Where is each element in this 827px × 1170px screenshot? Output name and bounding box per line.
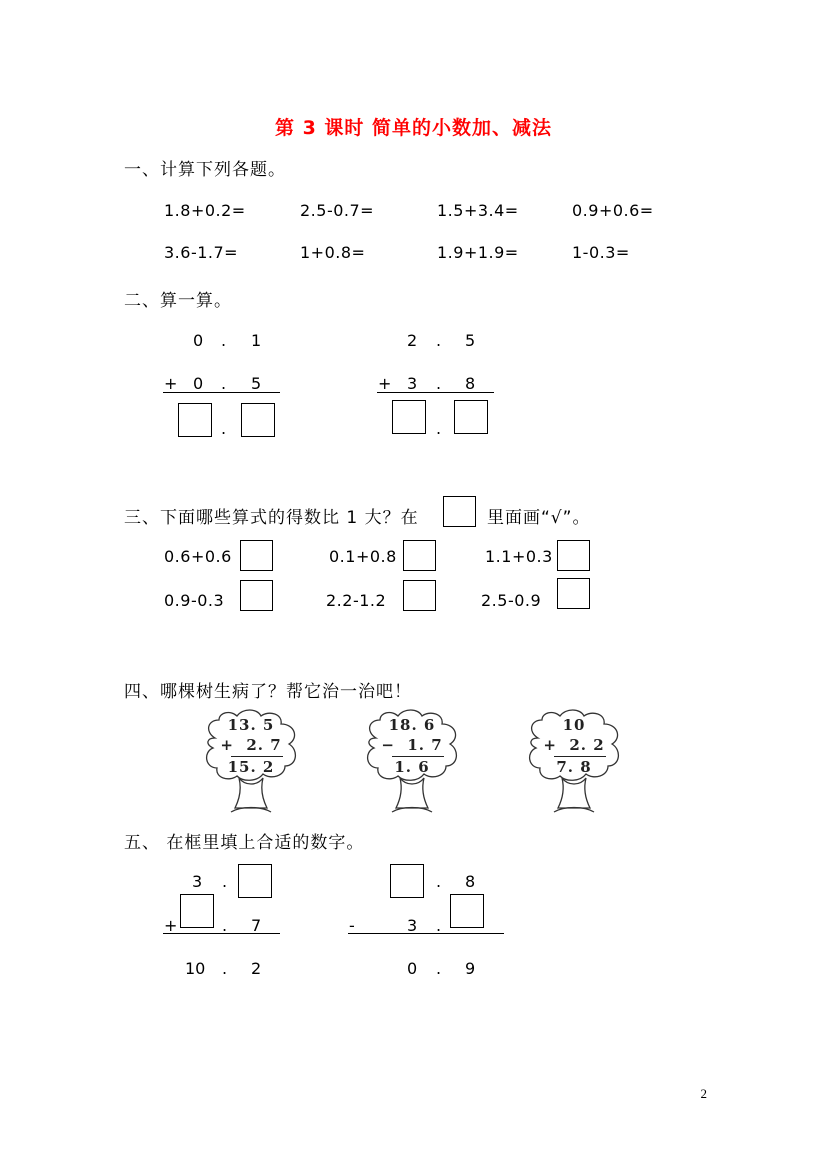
decimal-point: . [222, 872, 228, 891]
check-box[interactable] [240, 580, 273, 611]
digit: 2 [407, 331, 418, 350]
page-title: 第 3 课时 简单的小数加、减法 [274, 117, 553, 139]
section-3-heading: 三、下面哪些算式的得数比 1 大？在 [124, 508, 419, 528]
problem: 1.5+3.4= [437, 201, 519, 220]
sum-line [392, 756, 444, 757]
digit: 7 [251, 916, 262, 935]
tree-line: 13. 5 [227, 716, 275, 734]
digit: 3 [407, 916, 418, 935]
check-box[interactable] [403, 580, 436, 611]
digit: 3 [407, 374, 418, 393]
digit: 9 [465, 959, 476, 978]
plus-sign: + [164, 374, 178, 393]
plus-sign: + [164, 916, 178, 935]
minus-sign: - [349, 916, 355, 935]
sum-line [554, 756, 606, 757]
answer-box[interactable] [392, 400, 426, 434]
decimal-point: . [222, 959, 228, 978]
tree-problem[interactable] [201, 708, 301, 818]
problem: 0.9+0.6= [572, 201, 654, 220]
sum-line [231, 756, 283, 757]
sum-line [163, 392, 280, 393]
sum-line [377, 392, 494, 393]
fill-box[interactable] [450, 894, 484, 928]
problem: 1.9+1.9= [437, 243, 519, 262]
digit: 2 [251, 959, 262, 978]
section-1-heading: 一、计算下列各题。 [124, 160, 286, 180]
problem: 2.5-0.9 [481, 591, 542, 610]
decimal-point: . [221, 374, 227, 393]
decimal-point: . [436, 916, 442, 935]
page-number: 2 [700, 1086, 707, 1101]
sample-box [443, 496, 476, 527]
check-box[interactable] [557, 578, 590, 609]
tree-line: + 2. 2 [543, 736, 605, 754]
tree-line: − 1. 7 [381, 736, 443, 754]
problem: 0.6+0.6 [164, 547, 232, 566]
problem: 2.2-1.2 [326, 591, 387, 610]
answer-box[interactable] [241, 403, 275, 437]
tree-problem[interactable] [524, 708, 624, 818]
decimal-point: . [436, 331, 442, 350]
tree-line: 15. 2 [227, 758, 275, 776]
section-4-heading: 四、哪棵树生病了？帮它治一治吧！ [124, 682, 412, 702]
answer-box[interactable] [454, 400, 488, 434]
digit: 3 [192, 872, 203, 891]
difference-line [348, 933, 504, 934]
digit: 1 [251, 331, 262, 350]
fill-box[interactable] [180, 894, 214, 928]
digit: 0 [407, 959, 418, 978]
tree-line: 7. 8 [556, 758, 592, 776]
decimal-point: . [436, 872, 442, 891]
tree-line: 1. 6 [394, 758, 430, 776]
problem: 1.1+0.3 [485, 547, 553, 566]
problem: 1.8+0.2= [164, 201, 246, 220]
check-box[interactable] [557, 540, 590, 571]
problem: 0.9-0.3 [164, 591, 225, 610]
digit: 5 [251, 374, 262, 393]
problem: 0.1+0.8 [329, 547, 397, 566]
sum-line [163, 933, 280, 934]
section-3-heading-tail: 里面画“√”。 [487, 508, 591, 528]
decimal-point: . [436, 374, 442, 393]
problem: 1+0.8= [300, 243, 366, 262]
digit: 5 [465, 331, 476, 350]
decimal-point: . [222, 916, 228, 935]
tree-problem[interactable] [362, 708, 462, 818]
digit: 0 [193, 331, 204, 350]
fill-box[interactable] [238, 864, 272, 898]
problem: 2.5-0.7= [300, 201, 375, 220]
check-box[interactable] [403, 540, 436, 571]
check-box[interactable] [240, 540, 273, 571]
problem: 3.6-1.7= [164, 243, 239, 262]
section-5-heading: 五、 在框里填上合适的数字。 [124, 833, 365, 853]
tree-line: + 2. 7 [220, 736, 282, 754]
decimal-point: . [436, 419, 442, 438]
digit: 8 [465, 374, 476, 393]
fill-box[interactable] [390, 864, 424, 898]
plus-sign: + [378, 374, 392, 393]
answer-box[interactable] [178, 403, 212, 437]
decimal-point: . [221, 331, 227, 350]
problem: 1-0.3= [572, 243, 630, 262]
digit: 8 [465, 872, 476, 891]
tree-line: 18. 6 [388, 716, 436, 734]
digit: 10 [185, 959, 206, 978]
decimal-point: . [436, 959, 442, 978]
digit: 0 [193, 374, 204, 393]
decimal-point: . [221, 419, 227, 438]
section-2-heading: 二、算一算。 [124, 291, 232, 311]
tree-line: 10 [562, 716, 586, 734]
